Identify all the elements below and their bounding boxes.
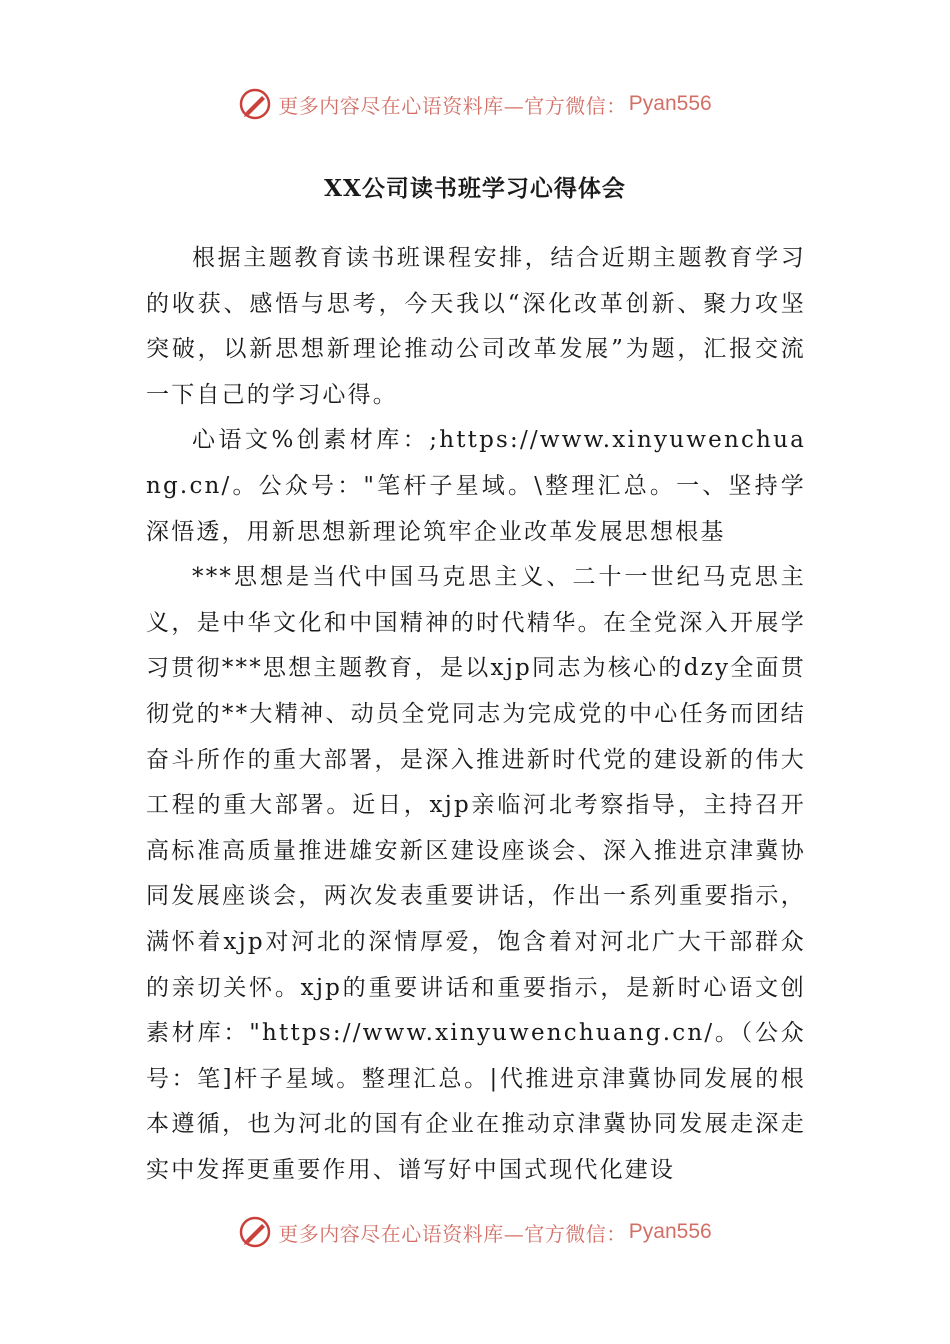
watermark-wechat-id: Pyan556 <box>628 92 712 115</box>
watermark-wechat-id: Pyan556 <box>628 1220 712 1243</box>
pen-logo-icon <box>238 87 272 121</box>
watermark-text: 更多内容尽在心语资料库—官方微信： <box>278 1221 627 1246</box>
watermark-banner-top <box>0 84 950 124</box>
paragraph-thought: ***思想是当代中国马克思主义、二十一世纪马克思主义，是中华文化和中国精神的时代精华。在全党深入开展学习贯彻***思想主题教育，是以xjp同志为核心的dzy全面贯彻党的**大精神、动员全党同志为完成党的中心任务而团结奋斗所作的重大部署，是深入推进新时代党的建设新的伟大工程的重大部署。近日，xjp亲临河北考察指导，主持召开高标准高质量推进雄安新区建设座谈会、深入推进京津冀协同发展座谈会，两次发表重要讲话，作出一系列重要指示，满怀着xjp对河北的深情厚爱，饱含着对河北广大干部群众的亲切关怀。xjp的重要讲话和重要指示，是新时心语文创素材库："https://www.xinyuwenchuang.cn/。（公众号：笔]杆子星域。整理汇总。|代推进京津冀协同发展的根本遵循，也为河北的国有企业在推动京津冀协同发展走深走实中发挥更重要作用、谱写好中国式现代化建设 <box>146 564 806 1183</box>
pen-logo-icon <box>238 1215 272 1249</box>
paragraph-section-one: 心语文%创素材库：;https://www.xinyuwenchuang.cn/。公众号："笔杆子星域。\整理汇总。一、坚持学深悟透，用新思想新理论筑牢企业改革发展思想根基 <box>146 427 806 545</box>
paragraph-intro: 根据主题教育读书班课程安排，结合近期主题教育学习的收获、感悟与思考，今天我以“深化改革创新、聚力攻坚突破，以新思想新理论推动公司改革发展”为题，汇报交流一下自己的学习心得。 <box>146 245 806 408</box>
document-title: XX公司读书班学习心得体会 <box>324 175 626 202</box>
document-body <box>146 236 806 1193</box>
watermark-banner-bottom <box>0 1212 950 1252</box>
watermark-text: 更多内容尽在心语资料库—官方微信： <box>278 93 627 118</box>
